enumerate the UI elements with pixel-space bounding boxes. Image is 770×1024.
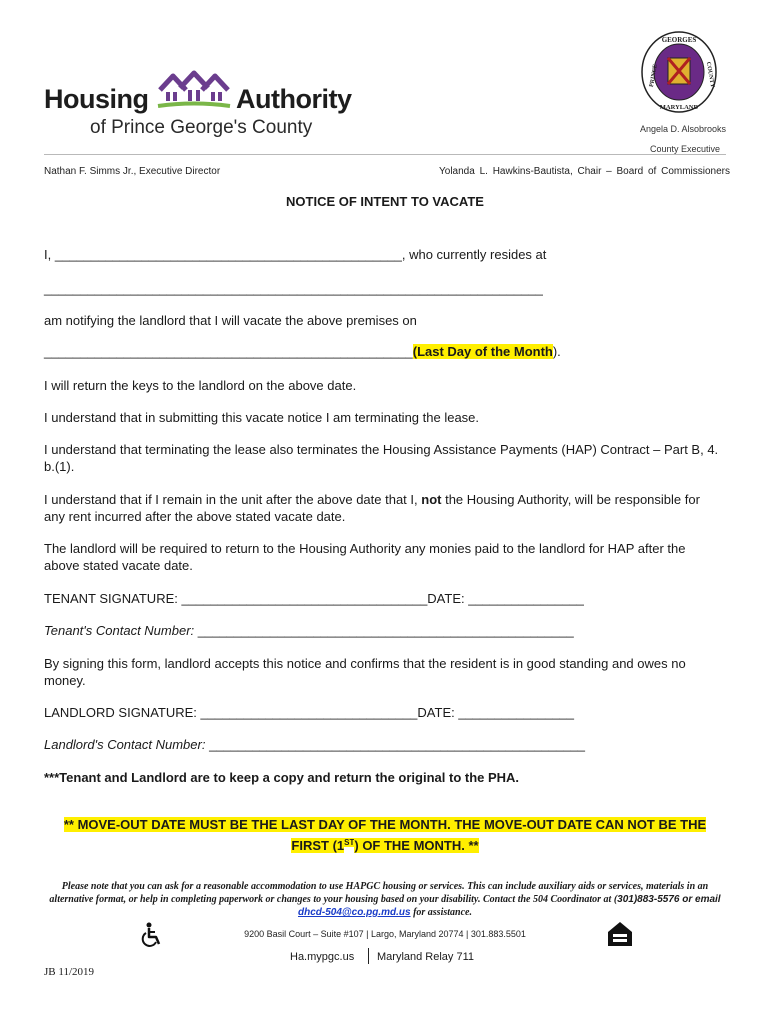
county-executive-name: Angela D. Alsobrooks (639, 124, 726, 134)
landlord-contact-label: Landlord's Contact Number: (44, 737, 206, 752)
landlord-statement: By signing this form, landlord accepts this notice and confirms that the resident is in good standing and owes no money. (44, 656, 686, 688)
accommodation-note (44, 880, 726, 919)
warning-text-b: ) OF THE MONTH. ** (354, 838, 479, 854)
warning-superscript: ST (344, 838, 355, 847)
keys-statement: I will return the keys to the landlord on the above date. (44, 378, 357, 393)
form-code: JB 11/2019 (44, 966, 95, 978)
website-link[interactable]: Ha.mypgc.us (290, 951, 355, 963)
hap-statement: I understand that terminating the lease also terminates the Housing Assistance Payments (HAP) Contract – Part B, 4. b.(1). (44, 442, 719, 474)
remain-text-a: I understand that if I remain in the unit after the above date that I, (44, 492, 422, 507)
logo-authority-text: Authority (236, 84, 352, 114)
maryland-relay: Maryland Relay 711 (377, 951, 475, 963)
tenant-contact-label: Tenant's Contact Number: (44, 623, 195, 638)
note-phone: 301)883-5576 or email (617, 894, 721, 905)
remain-statement (44, 491, 724, 525)
tenant-contact-line (44, 622, 724, 639)
board-chair: Yolanda L. Hawkins-Bautista, Chair – Board of Commissioners (439, 166, 730, 177)
notify-statement: am notifying the landlord that I will vacate the above premises on (44, 313, 417, 328)
tenant-name-line: I, ________________________________________________, who currently resides at (44, 247, 547, 262)
warning-text-a: ** MOVE-OUT DATE MUST BE THE LAST DAY OF THE MONTH. THE MOVE-OUT DATE CAN NOT BE THE FIRST (1 (63, 817, 707, 854)
executive-director: Nathan F. Simms Jr., Executive Director (44, 166, 221, 177)
header-divider (44, 154, 726, 155)
remain-text-bold: not (421, 492, 442, 507)
svg-text:PRINCE: PRINCE (648, 63, 659, 88)
copy-note: ***Tenant and Landlord are to keep a copy and return the original to the PHA. (44, 770, 520, 785)
logo-houses-icon (156, 70, 232, 110)
tenant-signature-line: TENANT SIGNATURE: __________________________________DATE: ________________ (44, 591, 584, 606)
vacate-date-blank: ___________________________________________________ (44, 344, 413, 359)
terminate-statement: I understand that in submitting this vacate notice I am terminating the lease. (44, 410, 480, 425)
landlord-signature-line: LANDLORD SIGNATURE: ______________________________DATE: ________________ (44, 705, 575, 720)
vacate-date-line (44, 343, 724, 360)
svg-text:GEORGES: GEORGES (661, 36, 697, 44)
svg-text:COUNTY: COUNTY (704, 61, 716, 89)
last-day-highlight: (Last Day of the Month (412, 344, 553, 359)
remain-text-b: the Housing Authority, will be responsible for any rent incurred after the above stated vacate date. (44, 492, 700, 524)
logo-subtitle: of Prince George's County (90, 117, 313, 138)
county-executive-title: County Executive (649, 144, 720, 154)
note-text-a: Please note that you can ask for a reasonable accommodation to use HAPGC housing or services. This can include auxiliary aids or services, materials in an alternative format, or help in completing paperwork or changes to your housing based on your disability. Contact the 504 Coordinator at ( (49, 881, 709, 905)
tenant-contact-blank: ____________________________________________________ (194, 623, 574, 638)
note-text-end: for assistance. (410, 907, 472, 918)
move-out-warning (50, 816, 720, 855)
page-title: NOTICE OF INTENT TO VACATE (286, 194, 484, 209)
svg-text:MARYLAND: MARYLAND (659, 104, 699, 111)
address-line: _____________________________________________________________________ (44, 281, 543, 296)
return-statement: The landlord will be required to return to the Housing Authority any monies paid to the landlord for HAP after the above stated vacate date. (44, 541, 686, 573)
county-seal-icon (640, 30, 718, 114)
landlord-contact-line (44, 736, 724, 753)
email-link[interactable]: dhcd-504@co.pg.md.us (298, 907, 411, 918)
footer-address: 9200 Basil Court – Suite #107 | Largo, Maryland 20774 | 301.883.5501 (244, 929, 526, 939)
vacate-date-end: ). (552, 344, 561, 359)
footer-separator (368, 948, 369, 964)
equal-housing-icon (606, 920, 634, 950)
landlord-contact-blank: ____________________________________________________ (205, 737, 586, 752)
logo-housing-text: Housing (44, 84, 149, 114)
